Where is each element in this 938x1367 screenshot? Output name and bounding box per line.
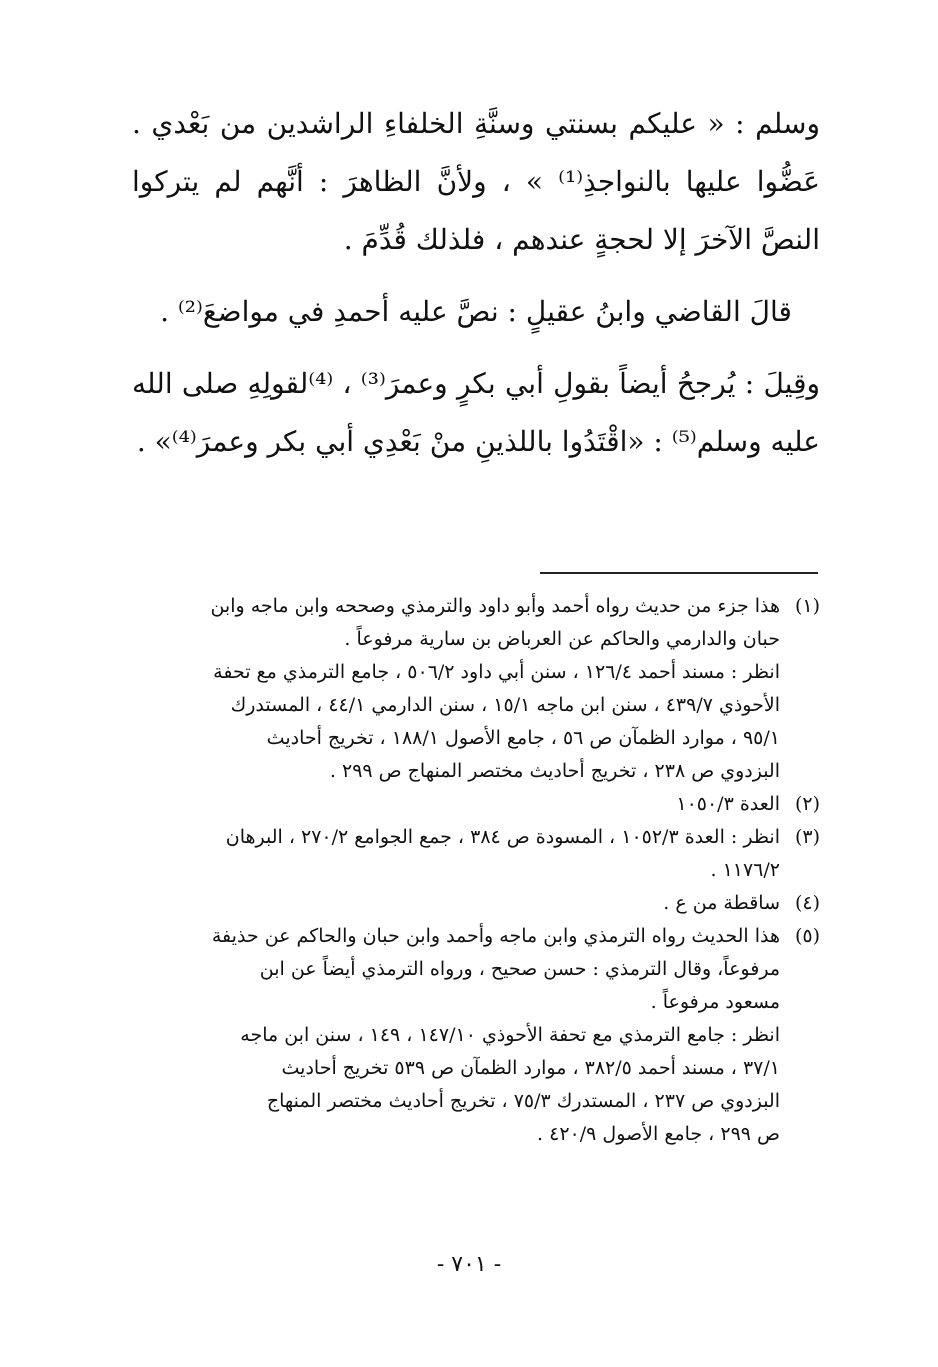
- footnotes-section: [132, 590, 820, 1151]
- footnote-line: حبان والدارمي والحاكم عن العرباض بن سارية مرفوعاً .: [344, 628, 780, 650]
- footnote-5: [132, 920, 820, 1151]
- footnote-text: [132, 920, 780, 1151]
- footnote-number: (٥): [794, 925, 820, 947]
- page-number: - ٧٠١ -: [436, 1252, 502, 1277]
- footnote-line: ساقطة من ع .: [663, 892, 780, 914]
- footnote-line: ٣٧/١ ، مسند أحمد ٣٨٢/٥ ، موارد الظمآن ص ٥٣٩ تخريج أحاديث: [281, 1057, 780, 1079]
- footnote-line: انظر : جامع الترمذي مع تحفة الأحوذي ١٤٧/١٠ ، ١٤٩ ، سنن ابن ماجه: [240, 1024, 780, 1046]
- footnote-text: [132, 590, 780, 788]
- footnote-1: [132, 590, 820, 788]
- footnote-line: البزدوي ص ٢٣٧ ، المستدرك ٧٥/٣ ، تخريج أحاديث مختصر المنهاج: [266, 1090, 780, 1112]
- footnote-text: [132, 887, 780, 920]
- footnote-line: مرفوعاً، وقال الترمذي : حسن صحيح ، ورواه الترمذي أيضاً عن ابن: [259, 958, 780, 980]
- footnote-line: ١١٧٦/٢ .: [710, 859, 780, 881]
- footnote-line: الأحوذي ٤٣٩/٧ ، سنن ابن ماجه ١٥/١ ، سنن الدارمي ٤٤/١ ، المستدرك: [230, 694, 780, 716]
- footnote-line: هذا جزء من حديث رواه أحمد وأبو داود والترمذي وصححه وابن ماجه وابن: [210, 595, 780, 617]
- footnote-line: انظر : العدة ١٠٥٢/٣ ، المسودة ص ٣٨٤ ، جمع الجوامع ٢٧٠/٢ ، البرهان: [225, 826, 780, 848]
- footnote-number: (٣): [794, 826, 820, 848]
- footnote-line: مسعود مرفوعاً .: [650, 991, 780, 1013]
- footnote-line: انظر : مسند أحمد ١٢٦/٤ ، سنن أبي داود ٥٠٦/٢ ، جامع الترمذي مع تحفة: [213, 661, 780, 683]
- footnote-number: (١): [794, 595, 820, 617]
- footnote-text: [132, 821, 780, 887]
- paragraph-qadi-ibn-aqil: قالَ القاضي وابنُ عقيلٍ : نصَّ عليه أحمدِ في مواضعَ⁽²⁾ .: [160, 295, 792, 328]
- paragraph-hadith-quote: وسلم : « عليكم بسنتي وسنَّةِ الخلفاءِ الراشدين من بَعْدي . عَضُّوا عليها بالنواجذِ⁽¹⁾ » ، ولأنَّ الظاهرَ : أنَّهم لم يتركوا النصَّ الآخرَ إلا لحجةٍ عندهم ، فلذلك قُدِّمَ .: [132, 107, 821, 256]
- footnote-3: [132, 821, 820, 887]
- footnote-4: [132, 887, 820, 920]
- footnote-number: (٤): [794, 892, 820, 914]
- footnote-separator: [540, 572, 818, 574]
- footnote-number: (٢): [794, 793, 820, 815]
- footnote-line: ص ٢٩٩ ، جامع الأصول ٤٢٠/٩ .: [537, 1123, 780, 1145]
- footnote-line: العدة ١٠٥٠/٣: [676, 793, 780, 815]
- footnote-line: ٩٥/١ ، موارد الظمآن ص ٥٦ ، جامع الأصول ١٨٨/١ ، تخريج أحاديث: [266, 727, 780, 749]
- footnote-2: [132, 788, 820, 821]
- paragraph-abu-bakr-umar: وقِيلَ : يُرجحُ أيضاً بقولِ أبي بكرٍ وعمرَ⁽³⁾ ، ⁽⁴⁾لقولِهِ صلى الله عليه وسلم⁽⁵⁾ : «اقْتَدُوا باللذينِ منْ بَعْدِي أبي بكر وعمرَ⁽⁴⁾» .: [132, 367, 821, 458]
- footnote-line: البزدوي ص ٢٣٨ ، تخريج أحاديث مختصر المنهاج ص ٢٩٩ .: [329, 760, 780, 782]
- footnote-text: [132, 788, 780, 821]
- main-text-body: [132, 95, 820, 471]
- footnote-line: هذا الحديث رواه الترمذي وابن ماجه وأحمد وابن حبان والحاكم عن حذيفة: [211, 925, 780, 947]
